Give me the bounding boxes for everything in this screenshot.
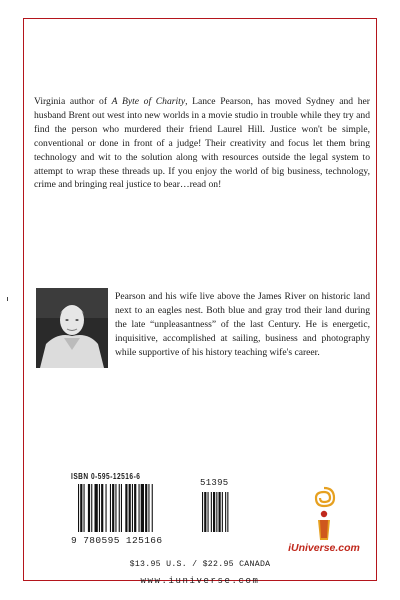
- publisher-url: www.iuniverse.com: [140, 576, 260, 586]
- isbn-label: ISBN 0-595-12516-6: [71, 472, 141, 481]
- iuniverse-logo-text: iUniverse.com: [288, 542, 360, 554]
- author-photo: [36, 288, 108, 368]
- blurb-text-rest: , Lance Pearson, has moved Sydney and her husband Brent out west into new worlds in a movie studio in trouble while they try and find the person who murdered their friend Laurel Hill. Justice won't be simple, conventional or done in front of a judge! Their creativity and focus let them bring technology and wit to the solution along with resources outside the legal system to attempt to wrap these threads up. If you enjoy the world of big business, technology, crime and bringing real justice to bear…read on!: [34, 96, 370, 191]
- price-line: $13.95 U.S. / $22.95 CANADA: [129, 560, 271, 569]
- previous-book-title: A Byte of Charity: [111, 96, 186, 107]
- author-bio: Pearson and his wife live above the James River on historic land next to an eagles nest. Both blue and gray trod their land during the late “unpleasantness” of the last Century. He is energetic, inquisitive, accomplished at sailing, business and photography while supportive of his history teaching wife's career.: [115, 291, 370, 358]
- barcode-icon: [70, 484, 242, 536]
- book-blurb: [34, 95, 370, 192]
- ean-number: 9 780595 125166: [71, 535, 163, 546]
- scan-mark: [7, 297, 8, 301]
- blurb-text-start: Virginia author of: [34, 96, 112, 107]
- price-addon-number: 51395: [200, 478, 229, 488]
